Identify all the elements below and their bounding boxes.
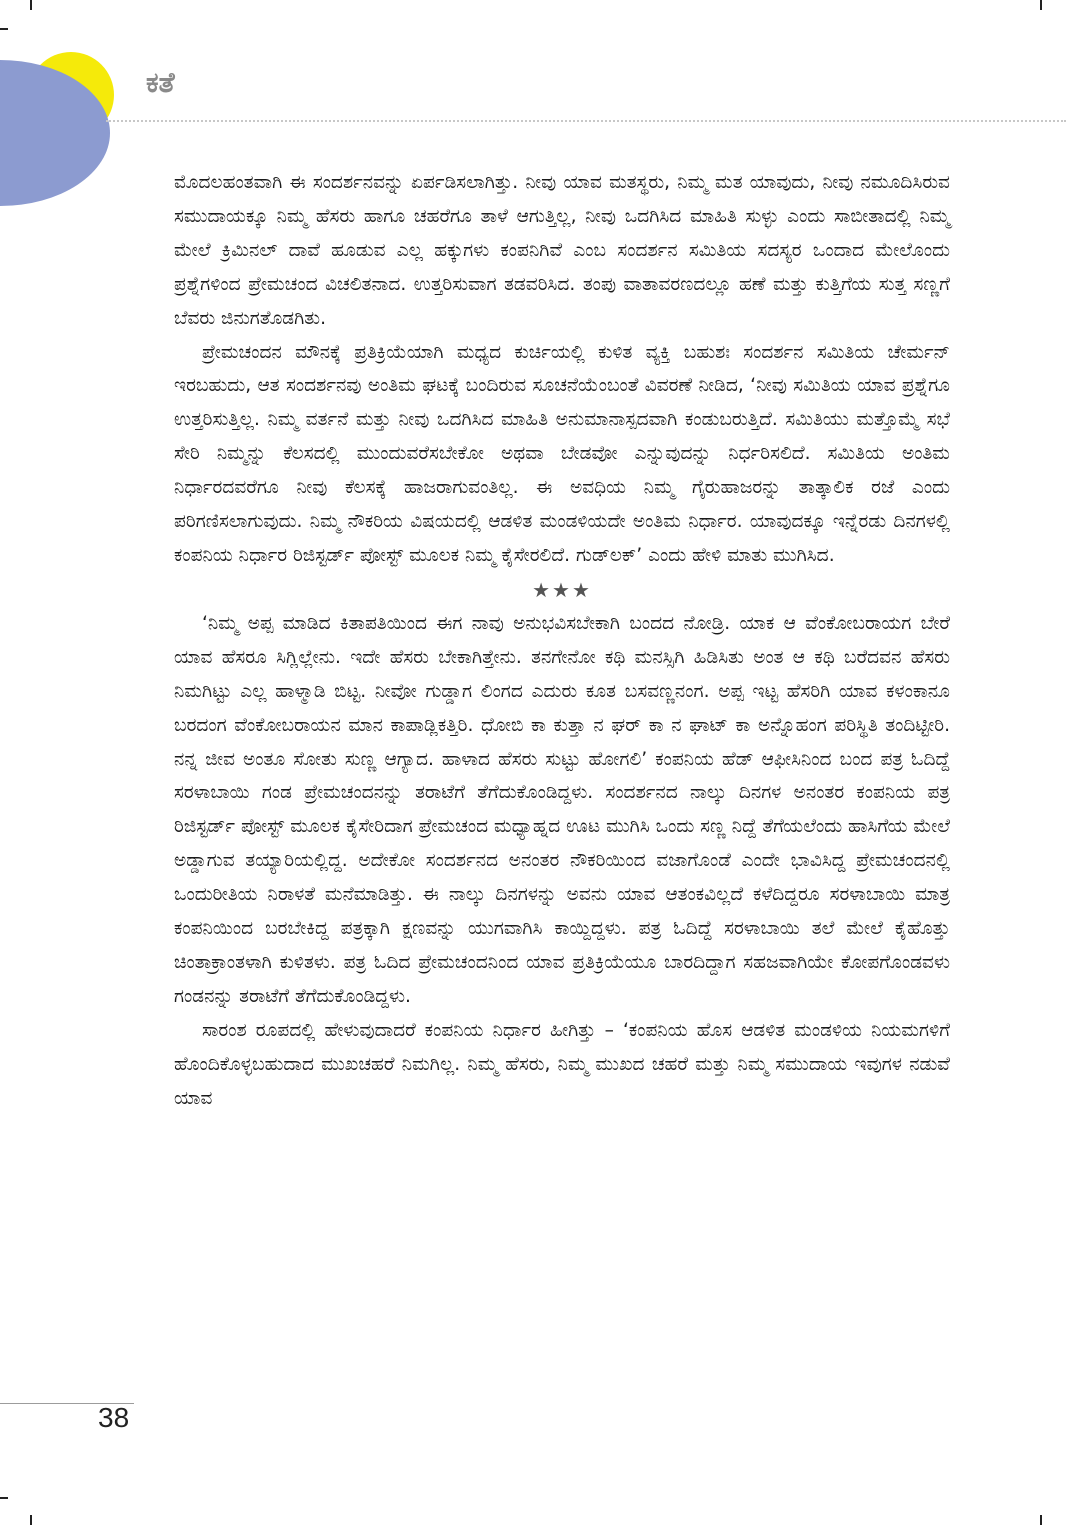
crop-mark-top-left-vertical bbox=[30, 0, 32, 10]
header-dotted-rule bbox=[106, 120, 1066, 122]
crop-mark-top-left-horizontal bbox=[0, 28, 8, 30]
crop-mark-top-right-vertical bbox=[1040, 0, 1042, 10]
section-separator-stars: ★★★ bbox=[532, 577, 592, 602]
crop-mark-bottom-left-vertical bbox=[30, 1515, 32, 1525]
story-paragraph-4: ಸಾರಂಶ ರೂಪದಲ್ಲಿ ಹೇಳುವುದಾದರೆ ಕಂಪನಿಯ ನಿರ್ಧಾರ ಹೀಗಿತ್ತು – ‘ಕಂಪನಿಯ ಹೊಸ ಆಡಳಿತ ಮಂಡಳಿಯ ನಿಯಮಗಳಿಗೆ ಹೊಂದಿಕೊಳ್ಳಬಹುದಾದ ಮುಖಚಹರೆ ನಿಮಗಿಲ್ಲ. ನಿಮ್ಮ ಹೆಸರು, ನಿಮ್ಮ ಮುಖದ ಚಹರೆ ಮತ್ತು ನಿಮ್ಮ ಸಮುದಾಯ ಇವುಗಳ ನಡುವೆ ಯಾವ bbox=[174, 1019, 950, 1109]
crop-mark-bottom-right-vertical bbox=[1040, 1515, 1042, 1525]
story-paragraph-3: ‘ನಿಮ್ಮ ಅಪ್ಪ ಮಾಡಿದ ಕಿತಾಪತಿಯಿಂದ ಈಗ ನಾವು ಅನುಭವಿಸಬೇಕಾಗಿ ಬಂದದ ನೋಡ್ರಿ. ಯಾಕ ಆ ವೆಂಕೋಬರಾಯಗ ಬೇರೆ ಯಾವ ಹೆಸರೂ ಸಿಗ್ಲಿಲ್ಲೇನು. ಇದೇ ಹೆಸರು ಬೇಕಾಗಿತ್ತೇನು. ತನಗೇನೋ ಕಥಿ ಮನಸ್ಸಿಗಿ ಹಿಡಿಸಿತು ಅಂತ ಆ ಕಥಿ ಬರೆದವನ ಹೆಸರು ನಿಮಗಿಟ್ಟು ಎಲ್ಲ ಹಾಳ್ಮಾಡಿ ಬಿಟ್ಟ. ನೀವೋ ಗುಡ್ಡಾಗ ಲಿಂಗದ ಎದುರು ಕೂತ ಬಸವಣ್ಣನಂಗ. ಅಪ್ಪ ಇಟ್ಟ ಹೆಸರಿಗಿ ಯಾವ ಕಳಂಕಾನೂ ಬರದಂಗ ವೆಂಕೋಬರಾಯನ ಮಾನ ಕಾಪಾಡ್ಲಿಕತ್ತಿರಿ. ಧೋಬಿ ಕಾ ಕುತ್ತಾ ನ ಘರ್ ಕಾ ನ ಘಾಟ್ ಕಾ ಅನ್ನೊಹಂಗ ಪರಿಸ್ಥಿತಿ ತಂದಿಟ್ಟೀರಿ. ನನ್ನ ಜೀವ ಅಂತೂ ಸೋತು ಸುಣ್ಣ ಆಗ್ಯಾದ. ಹಾಳಾದ ಹೆಸರು ಸುಟ್ಟು ಹೋಗಲಿ’ ಕಂಪನಿಯ ಹೆಡ್ ಆಫೀಸಿನಿಂದ ಬಂದ ಪತ್ರ ಓದಿದ್ದೆ ಸರಳಾಬಾಯಿ ಗಂಡ ಪ್ರೇಮಚಂದನನ್ನು ತರಾಟೆಗೆ ತೆಗೆದುಕೊಂಡಿದ್ದಳು. ಸಂದರ್ಶನದ ನಾಲ್ಕು ದಿನಗಳ ಅನಂತರ ಕಂಪನಿಯ ಪತ್ರ ರಿಜಿಸ್ಟರ್ಡ್ ಪೋಸ್ಟ್ ಮೂಲಕ ಕೈಸೇರಿದಾಗ ಪ್ರೇಮಚಂದ ಮಧ್ಯಾಹ್ನದ ಊಟ ಮುಗಿಸಿ ಒಂದು ಸಣ್ಣ ನಿದ್ದೆ ತೆಗೆಯಲೆಂದು ಹಾಸಿಗೆಯ ಮೇಲೆ ಅಡ್ಡಾಗುವ ತಯ್ಯಾರಿಯಲ್ಲಿದ್ದ. ಅದೇಕೋ ಸಂದರ್ಶನದ ಅನಂತರ ನೌಕರಿಯಿಂದ ವಜಾಗೊಂಡೆ ಎಂದೇ ಭಾವಿಸಿದ್ದ ಪ್ರೇಮಚಂದನಲ್ಲಿ ಒಂದುರೀತಿಯ ನಿರಾಳತೆ ಮನೆಮಾಡಿತ್ತು. ಈ ನಾಲ್ಕು ದಿನಗಳನ್ನು ಅವನು ಯಾವ ಆತಂಕವಿಲ್ಲದೆ ಕಳೆದಿದ್ದರೂ ಸರಳಾಬಾಯಿ ಮಾತ್ರ ಕಂಪನಿಯಿಂದ ಬರಬೇಕಿದ್ದ ಪತ್ರಕ್ಕಾಗಿ ಕ್ಷಣವನ್ನು ಯುಗವಾಗಿಸಿ ಕಾಯ್ದಿದ್ದಳು. ಪತ್ರ ಓದಿದ್ದೆ ಸರಳಾಬಾಯಿ ತಲೆ ಮೇಲೆ ಕೈಹೊತ್ತು ಚಿಂತಾಕ್ರಾಂತಳಾಗಿ ಕುಳಿತಳು. ಪತ್ರ ಓದಿದ ಪ್ರೇಮಚಂದನಿಂದ ಯಾವ ಪ್ರತಿಕ್ರಿಯೆಯೂ ಬಾರದಿದ್ದಾಗ ಸಹಜವಾಗಿಯೇ ಕೋಪಗೊಂಡವಳು ಗಂಡನನ್ನು ತರಾಟೆಗೆ ತೆಗೆದುಕೊಂಡಿದ್ದಳು. bbox=[174, 612, 950, 1007]
story-paragraph-2: ಪ್ರೇಮಚಂದನ ಮೌನಕ್ಕೆ ಪ್ರತಿಕ್ರಿಯೆಯಾಗಿ ಮಧ್ಯದ ಕುರ್ಚಿಯಲ್ಲಿ ಕುಳಿತ ವ್ಯಕ್ತಿ ಬಹುಶಃ ಸಂದರ್ಶನ ಸಮಿತಿಯ ಚೇರ್ಮನ್ ಇರಬಹುದು, ಆತ ಸಂದರ್ಶನವು ಅಂತಿಮ ಘಟಕ್ಕೆ ಬಂದಿರುವ ಸೂಚನೆಯೆಂಬಂತೆ ವಿವರಣೆ ನೀಡಿದ, ‘ನೀವು ಸಮಿತಿಯ ಯಾವ ಪ್ರಶ್ನೆಗೂ ಉತ್ತರಿಸುತ್ತಿಲ್ಲ. ನಿಮ್ಮ ವರ್ತನೆ ಮತ್ತು ನೀವು ಒದಗಿಸಿದ ಮಾಹಿತಿ ಅನುಮಾನಾಸ್ಪದವಾಗಿ ಕಂಡುಬರುತ್ತಿದೆ. ಸಮಿತಿಯು ಮತ್ತೊಮ್ಮೆ ಸಭೆ ಸೇರಿ ನಿಮ್ಮನ್ನು ಕೆಲಸದಲ್ಲಿ ಮುಂದುವರೆಸಬೇಕೋ ಅಥವಾ ಬೇಡವೋ ಎನ್ನುವುದನ್ನು ನಿರ್ಧರಿಸಲಿದೆ. ಸಮಿತಿಯ ಅಂತಿಮ ನಿರ್ಧಾರದವರೆಗೂ ನೀವು ಕೆಲಸಕ್ಕೆ ಹಾಜರಾಗುವಂತಿಲ್ಲ. ಈ ಅವಧಿಯ ನಿಮ್ಮ ಗೈರುಹಾಜರನ್ನು ತಾತ್ಕಾಲಿಕ ರಜೆ ಎಂದು ಪರಿಗಣಿಸಲಾಗುವುದು. ನಿಮ್ಮ ನೌಕರಿಯ ವಿಷಯದಲ್ಲಿ ಆಡಳಿತ ಮಂಡಳಿಯದೇ ಅಂತಿಮ ನಿರ್ಧಾರ. ಯಾವುದಕ್ಕೂ ಇನ್ನೆರಡು ದಿನಗಳಲ್ಲಿ ಕಂಪನಿಯ ನಿರ್ಧಾರ ರಿಜಿಸ್ಟರ್ಡ್ ಪೋಸ್ಟ್ ಮೂಲಕ ನಿಮ್ಮ ಕೈಸೇರಲಿದೆ. ಗುಡ್‌ಲಕ್’ ಎಂದು ಹೇಳಿ ಮಾತು ಮುಗಿಸಿದ. bbox=[174, 341, 950, 566]
page-number: 38 bbox=[98, 1402, 130, 1433]
crop-mark-bottom-left-horizontal bbox=[0, 1497, 8, 1499]
story-paragraph-1: ಮೊದಲಹಂತವಾಗಿ ಈ ಸಂದರ್ಶನವನ್ನು ಏರ್ಪಡಿಸಲಾಗಿತ್ತು. ನೀವು ಯಾವ ಮತಸ್ಥರು, ನಿಮ್ಮ ಮತ ಯಾವುದು, ನೀವು ನಮೂದಿಸಿರುವ ಸಮುದಾಯಕ್ಕೂ ನಿಮ್ಮ ಹೆಸರು ಹಾಗೂ ಚಹರೆಗೂ ತಾಳೆ ಆಗುತ್ತಿಲ್ಲ, ನೀವು ಒದಗಿಸಿದ ಮಾಹಿತಿ ಸುಳ್ಳು ಎಂದು ಸಾಬೀತಾದಲ್ಲಿ ನಿಮ್ಮ ಮೇಲೆ ಕ್ರಿಮಿನಲ್ ದಾವೆ ಹೂಡುವ ಎಲ್ಲ ಹಕ್ಕುಗಳು ಕಂಪನಿಗಿವೆ ಎಂಬ ಸಂದರ್ಶನ ಸಮಿತಿಯ ಸದಸ್ಯರ ಒಂದಾದ ಮೇಲೊಂದು ಪ್ರಶ್ನೆಗಳಿಂದ ಪ್ರೇಮಚಂದ ವಿಚಲಿತನಾದ. ಉತ್ತರಿಸುವಾಗ ತಡವರಿಸಿದ. ತಂಪು ವಾತಾವರಣದಲ್ಲೂ ಹಣೆ ಮತ್ತು ಕುತ್ತಿಗೆಯ ಸುತ್ತ ಸಣ್ಣಗೆ ಬೆವರು ಜಿನುಗತೊಡಗಿತು. bbox=[174, 172, 950, 329]
story-body bbox=[174, 166, 950, 1115]
section-label: ಕತೆ bbox=[146, 66, 175, 99]
